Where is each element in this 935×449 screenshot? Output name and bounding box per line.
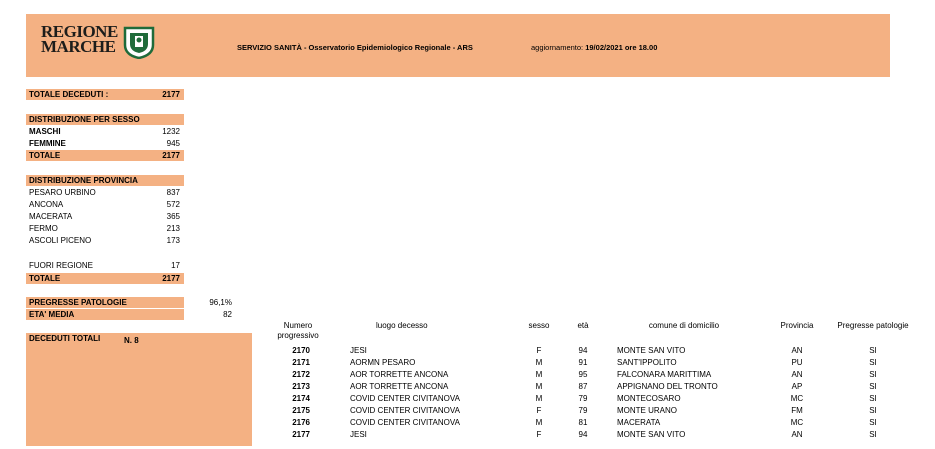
cell-sesso: F: [536, 406, 542, 415]
sesso-title: DISTRIBUZIONE PER SESSO: [26, 114, 184, 125]
cell-numero: 2171: [292, 358, 310, 367]
cell-patologie: SI: [869, 358, 877, 367]
eta-media-label: ETA' MEDIA: [29, 310, 75, 319]
logo-line1: REGIONE: [41, 22, 118, 41]
cell-patologie: SI: [869, 382, 877, 391]
col-provincia: Provincia: [780, 321, 814, 330]
cell-patologie: SI: [869, 346, 877, 355]
provincia-totale-label: TOTALE: [29, 274, 61, 283]
cell-comune: APPIGNANO DEL TRONTO: [617, 382, 718, 391]
pregresse-value: 96,1%: [209, 298, 232, 307]
cell-sesso: F: [536, 430, 542, 439]
cell-eta: 79: [578, 394, 588, 403]
table-row: [250, 345, 921, 357]
deceduti-totali-box: [26, 333, 252, 446]
cell-sesso: M: [535, 394, 543, 403]
region-shield-icon: [122, 25, 156, 59]
table-row: [250, 357, 921, 369]
sesso-totale-label: TOTALE: [29, 151, 61, 160]
col-patologie: Pregresse patologie: [837, 321, 909, 330]
cell-comune: MONTE SAN VITO: [617, 430, 686, 439]
deceduti-totali-value: N. 8: [124, 336, 139, 345]
cell-sesso: F: [536, 346, 542, 355]
update-info: [531, 43, 657, 52]
cell-provincia: AN: [791, 346, 803, 355]
cell-patologie: SI: [869, 370, 877, 379]
deceduti-table: [250, 321, 921, 441]
eta-media-row: [26, 309, 184, 320]
pregresse-row: [26, 297, 184, 308]
cell-patologie: SI: [869, 394, 877, 403]
cell-provincia: FM: [791, 406, 803, 415]
fuori-regione-label: FUORI REGIONE: [29, 261, 94, 270]
prov-value-fermo: 213: [166, 224, 180, 233]
cell-provincia: MC: [790, 394, 804, 403]
col-eta: età: [577, 321, 589, 330]
service-title: SERVIZIO SANITÀ - Osservatorio Epidemiologico Regionale - ARS: [237, 43, 473, 52]
femmine-label: FEMMINE: [29, 139, 66, 148]
maschi-value: 1232: [162, 127, 180, 136]
cell-numero: 2172: [292, 370, 310, 379]
cell-patologie: SI: [869, 430, 877, 439]
prov-label-fermo: FERMO: [29, 224, 58, 233]
cell-patologie: SI: [869, 406, 877, 415]
cell-luogo: COVID CENTER CIVITANOVA: [350, 406, 460, 415]
cell-comune: SANT'IPPOLITO: [617, 358, 677, 367]
prov-label-macerata: MACERATA: [29, 212, 73, 221]
cell-sesso: M: [535, 358, 543, 367]
table-row: [250, 429, 921, 441]
maschi-label: MASCHI: [29, 127, 61, 136]
fuori-regione-value: 17: [171, 261, 180, 270]
col-luogo: luogo decesso: [376, 321, 428, 330]
eta-media-value: 82: [223, 310, 232, 319]
cell-sesso: M: [535, 370, 543, 379]
cell-eta: 94: [578, 430, 588, 439]
provincia-totale-value: 2177: [162, 274, 180, 283]
prov-label-pesaro: PESARO URBINO: [29, 188, 96, 197]
prov-value-pesaro: 837: [166, 188, 180, 197]
col-numero: Numero progressivo: [277, 321, 319, 340]
cell-numero: 2177: [292, 430, 310, 439]
cell-luogo: COVID CENTER CIVITANOVA: [350, 394, 460, 403]
cell-luogo: AOR TORRETTE ANCONA: [350, 382, 449, 391]
update-label: aggiornamento:: [531, 43, 584, 52]
cell-numero: 2173: [292, 382, 310, 391]
cell-luogo: AOR TORRETTE ANCONA: [350, 370, 449, 379]
totale-deceduti-value: 2177: [162, 90, 180, 99]
cell-comune: MONTE URANO: [617, 406, 677, 415]
prov-label-ancona: ANCONA: [29, 200, 64, 209]
cell-provincia: AN: [791, 370, 803, 379]
cell-eta: 95: [578, 370, 588, 379]
provincia-title: DISTRIBUZIONE PROVINCIA: [26, 175, 184, 186]
cell-numero: 2175: [292, 406, 310, 415]
table-row: [250, 381, 921, 393]
col-sesso: sesso: [528, 321, 550, 330]
pregresse-label: PREGRESSE PATOLOGIE: [29, 298, 127, 307]
sesso-totale-value: 2177: [162, 151, 180, 160]
cell-comune: MONTECOSARO: [617, 394, 681, 403]
cell-provincia: AN: [791, 430, 803, 439]
prov-value-macerata: 365: [166, 212, 180, 221]
table-row: [250, 393, 921, 405]
cell-eta: 94: [578, 346, 588, 355]
cell-luogo: AORMN PESARO: [350, 358, 416, 367]
cell-comune: MACERATA: [617, 418, 661, 427]
cell-eta: 79: [578, 406, 588, 415]
cell-comune: MONTE SAN VITO: [617, 346, 686, 355]
cell-provincia: PU: [791, 358, 803, 367]
cell-numero: 2174: [292, 394, 310, 403]
cell-eta: 81: [578, 418, 588, 427]
cell-luogo: COVID CENTER CIVITANOVA: [350, 418, 460, 427]
cell-sesso: M: [535, 418, 543, 427]
logo-line2: MARCHE: [41, 37, 116, 56]
cell-patologie: SI: [869, 418, 877, 427]
col-comune: comune di domicilio: [648, 321, 720, 330]
table-row: [250, 405, 921, 417]
deceduti-totali-label: DECEDUTI TOTALI: [29, 334, 101, 343]
cell-sesso: M: [535, 382, 543, 391]
region-logo: [41, 24, 118, 54]
cell-provincia: MC: [790, 418, 804, 427]
cell-numero: 2176: [292, 418, 310, 427]
cell-eta: 87: [578, 382, 588, 391]
cell-eta: 91: [578, 358, 588, 367]
prov-value-ancona: 572: [166, 200, 180, 209]
table-header-row: [250, 321, 921, 345]
cell-numero: 2170: [292, 346, 310, 355]
prov-label-ascoli: ASCOLI PICENO: [29, 236, 92, 245]
femmine-value: 945: [166, 139, 180, 148]
cell-luogo: JESI: [350, 346, 367, 355]
totale-deceduti-label: TOTALE DECEDUTI :: [29, 90, 109, 99]
cell-comune: FALCONARA MARITTIMA: [617, 370, 712, 379]
prov-value-ascoli: 173: [166, 236, 180, 245]
cell-provincia: AP: [791, 382, 803, 391]
table-row: [250, 369, 921, 381]
cell-luogo: JESI: [350, 430, 367, 439]
update-value: 19/02/2021 ore 18.00: [585, 43, 658, 52]
table-row: [250, 417, 921, 429]
